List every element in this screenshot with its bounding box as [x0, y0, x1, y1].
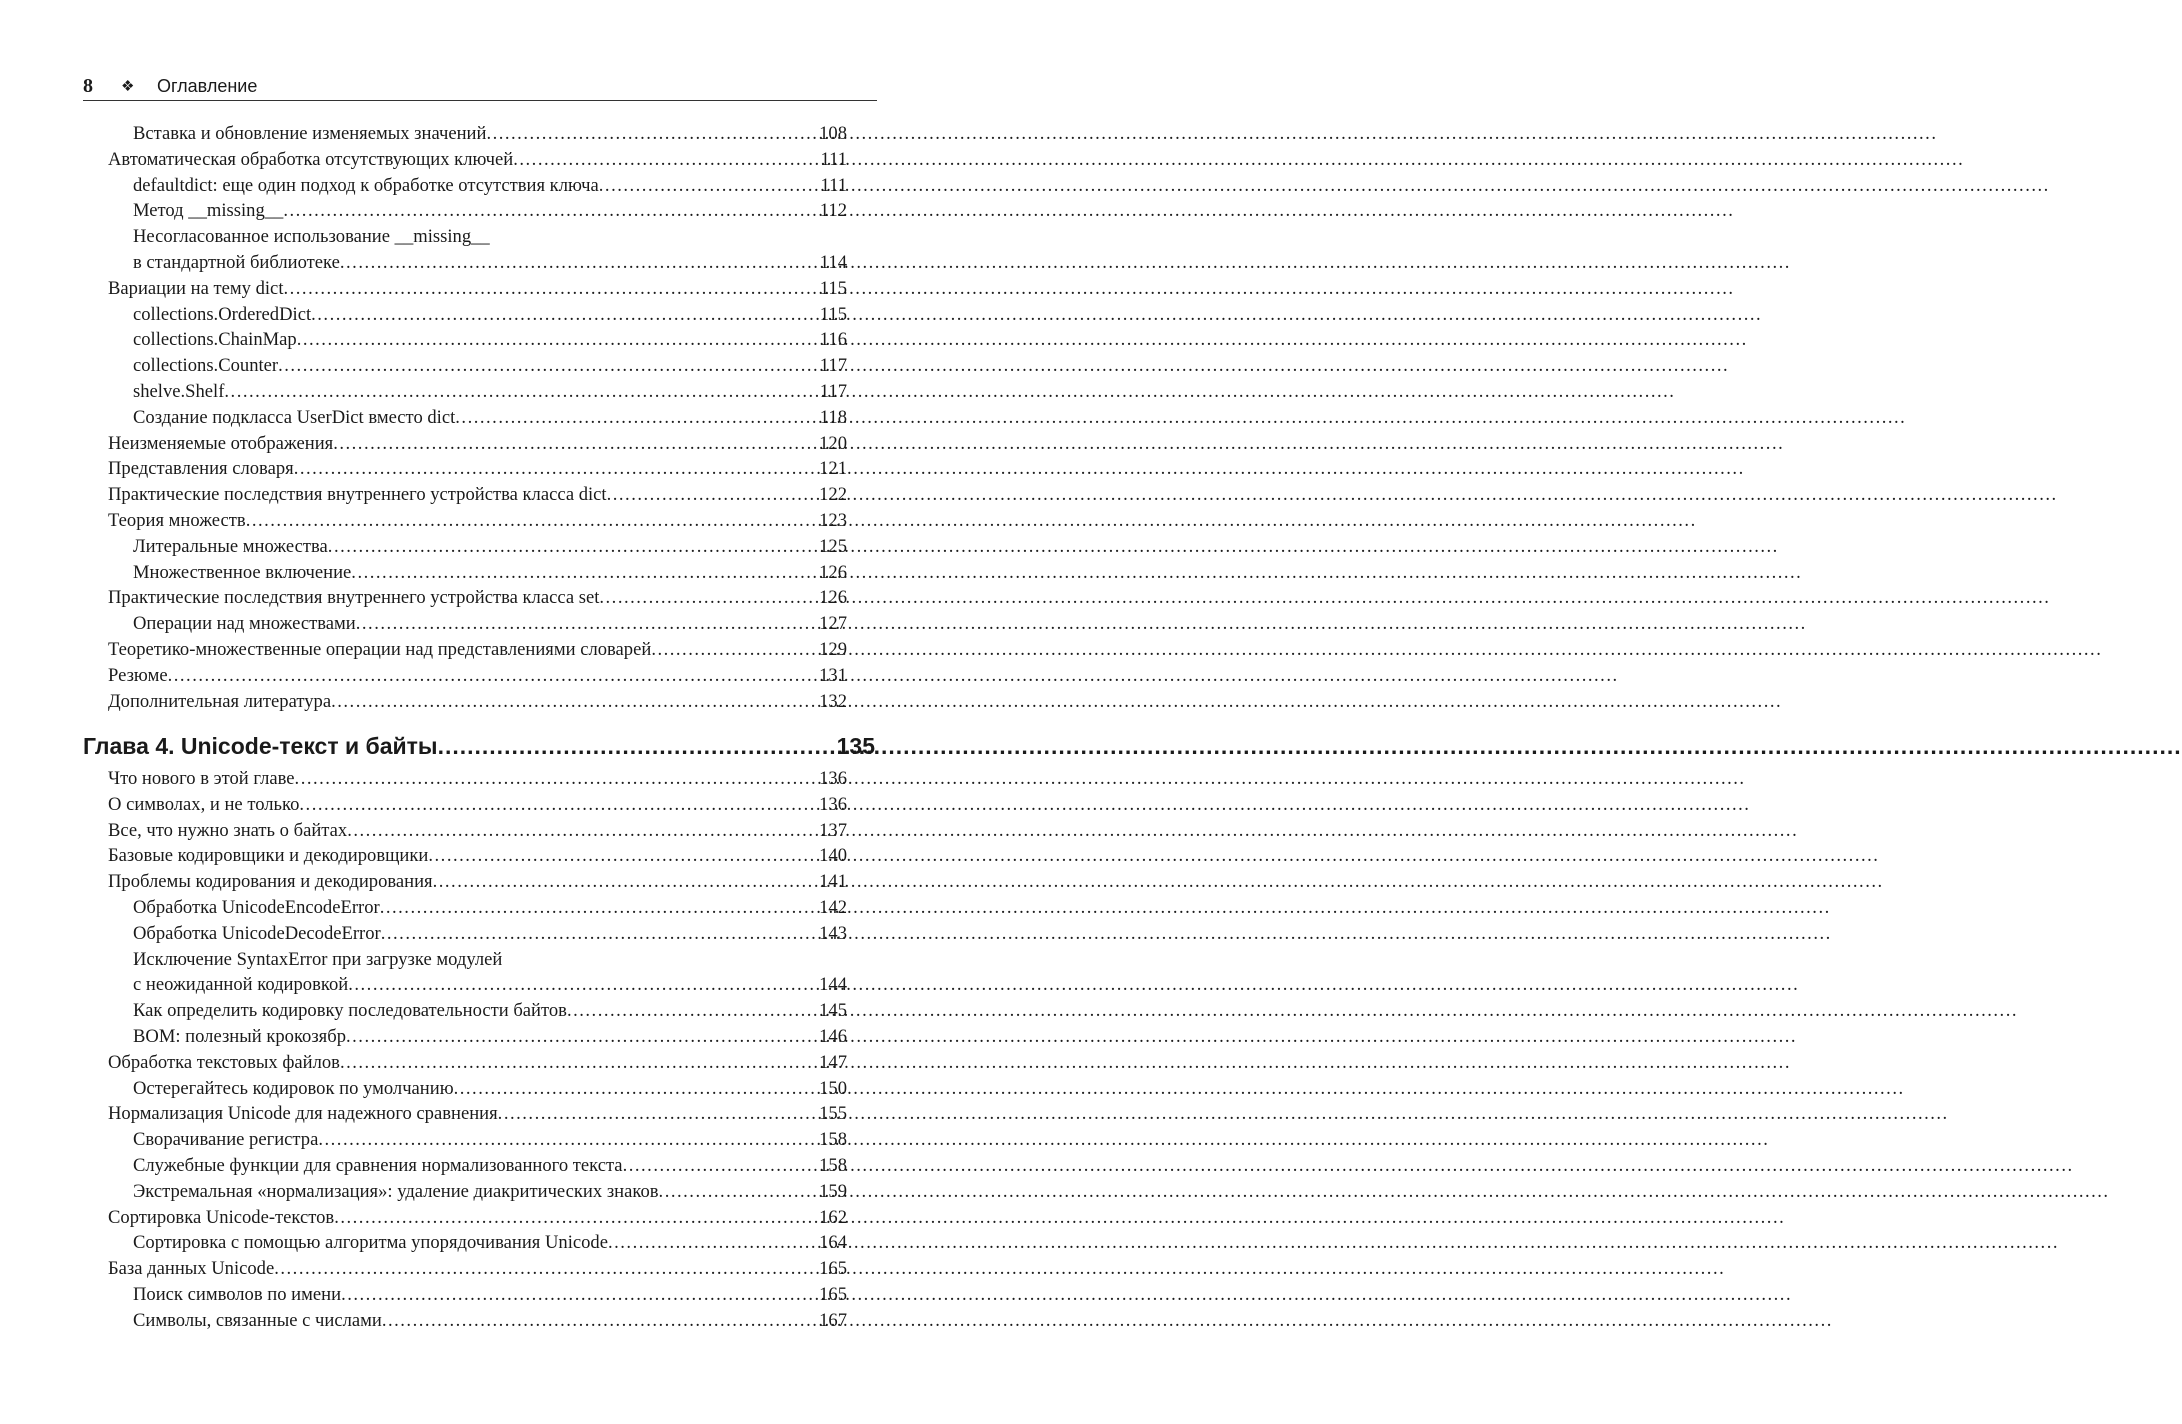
entry-page: 158	[819, 1155, 847, 1176]
entry-page: 137	[819, 819, 847, 841]
dot-leader	[347, 818, 817, 844]
entry-title: Экстремальная «нормализация»: удаление диакритических знаков	[133, 1180, 659, 1202]
entry-page: 126	[819, 561, 847, 583]
entry-page: 162	[819, 1206, 847, 1228]
dot-leader	[454, 1076, 818, 1102]
dot-leader	[455, 405, 818, 431]
ornament-icon: ❖	[121, 78, 135, 95]
entry-page: 143	[819, 922, 847, 944]
entry-title: Сворачивание регистра	[133, 1129, 319, 1151]
entry-title: Символы, связанные с числами	[133, 1309, 382, 1331]
toc-entry[interactable]	[133, 405, 847, 431]
entry-title: Практические последствия внутреннего устройства класса set	[108, 587, 600, 609]
dot-leader	[351, 560, 817, 586]
dot-leader	[340, 1050, 817, 1076]
dot-leader	[498, 1101, 817, 1127]
dot-leader	[599, 173, 819, 199]
toc-entry[interactable]	[108, 276, 847, 302]
toc-entry[interactable]	[133, 1076, 847, 1102]
entry-title: Операции над множествами	[133, 613, 356, 635]
entry-page: 145	[819, 1000, 847, 1022]
entry-page: 129	[819, 639, 847, 660]
entry-title: в стандартной библиотеке	[133, 252, 340, 273]
entry-title: Практические последствия внутреннего устройства класса dict	[108, 484, 607, 506]
entry-title: Остерегайтесь кодировок по умолчанию	[133, 1077, 454, 1099]
entry-page: 108	[819, 123, 847, 144]
entry-title: Обработка UnicodeDecodeError	[133, 922, 381, 944]
toc-entry[interactable]	[108, 869, 847, 895]
entry-page: 146	[819, 1026, 847, 1047]
entry-page: 111	[820, 174, 847, 196]
dot-leader	[348, 972, 817, 998]
entry-title: База данных Unicode	[108, 1258, 275, 1280]
toc-entry[interactable]	[108, 637, 847, 663]
toc-entry[interactable]	[133, 173, 847, 199]
dot-leader	[331, 689, 817, 715]
entry-title: BOM: полезный крокозябр	[133, 1026, 346, 1047]
entry-title: Поиск символов по имени	[133, 1284, 342, 1305]
entry-page: 131	[819, 664, 847, 686]
entry-title: Создание подкласса UserDict вместо dict	[133, 406, 456, 428]
entry-title: Все, что нужно знать о байтах	[108, 819, 348, 841]
entry-title: Служебные функции для сравнения нормализованного текста	[133, 1155, 623, 1176]
toc-entry[interactable]	[133, 534, 847, 560]
entry-page: 136	[819, 793, 847, 815]
entry-title: Обработка UnicodeEncodeError	[133, 897, 380, 918]
toc-entry[interactable]	[133, 998, 847, 1024]
entry-title: Нормализация Unicode для надежного сравнения	[108, 1103, 498, 1125]
toc-entry[interactable]	[108, 456, 847, 482]
toc-entry[interactable]	[133, 1308, 847, 1334]
entry-page: 125	[819, 535, 847, 557]
entry-page: 165	[819, 1284, 847, 1305]
entry-title: Автоматическая обработка отсутствующих ключей	[108, 148, 514, 170]
entry-title: Представления словаря	[108, 458, 294, 480]
running-header	[83, 72, 877, 101]
dot-leader	[246, 508, 817, 534]
entry-page: 117	[819, 355, 847, 377]
entry-page: 111	[820, 148, 847, 170]
dot-leader	[380, 895, 817, 921]
entry-title: Обработка текстовых файлов	[108, 1051, 340, 1073]
entry-page: 142	[819, 897, 847, 918]
toc-entry[interactable]	[133, 1153, 847, 1179]
entry-title: Неизменяемые отображения	[108, 432, 334, 454]
dot-leader	[299, 792, 817, 818]
entry-title: collections.ChainMap	[133, 329, 297, 351]
dot-leader	[168, 663, 818, 689]
entry-page: 167	[819, 1309, 847, 1331]
entry-page: 126	[819, 587, 847, 609]
entry-title: Дополнительная литература	[108, 690, 332, 712]
toc-entry[interactable]	[108, 1050, 847, 1076]
entry-title: shelve.Shelf	[133, 381, 225, 402]
toc-entry[interactable]	[133, 972, 847, 998]
dot-leader	[224, 379, 817, 405]
entry-page: 112	[819, 200, 847, 222]
entry-title: Множественное включение	[133, 561, 352, 583]
entry-page: 116	[819, 329, 847, 351]
toc-entry[interactable]	[133, 327, 847, 353]
entry-page: 165	[819, 1258, 847, 1280]
entry-page: 132	[819, 690, 847, 712]
toc-entry[interactable]	[108, 766, 847, 792]
entry-page: 159	[819, 1180, 847, 1202]
toc-entry[interactable]	[133, 611, 847, 637]
dot-leader	[311, 302, 818, 328]
dot-leader	[651, 637, 817, 663]
dot-leader	[623, 1153, 818, 1179]
toc-entry[interactable]	[108, 689, 847, 715]
toc-entry[interactable]	[108, 1256, 847, 1282]
entry-page: 147	[819, 1051, 847, 1073]
entry-page: 150	[819, 1077, 847, 1099]
entry-page: 144	[819, 974, 847, 996]
toc-entry[interactable]	[108, 482, 847, 508]
entry-title: Теоретико-множественные операции над представлениями словарей	[108, 639, 652, 660]
entry-page: 155	[819, 1103, 847, 1125]
toc-entry[interactable]	[108, 585, 847, 611]
entry-page: 115	[819, 303, 847, 325]
toc-entry[interactable]	[108, 1101, 847, 1127]
entry-page: 117	[819, 381, 847, 402]
dot-leader	[513, 147, 818, 173]
toc-entry[interactable]	[133, 379, 847, 405]
toc-entry[interactable]	[133, 250, 847, 276]
entry-page: 122	[819, 484, 847, 506]
entry-page: 121	[819, 458, 847, 480]
dot-leader	[297, 327, 818, 353]
dot-leader	[340, 250, 818, 276]
dot-leader	[283, 198, 817, 224]
dot-leader	[278, 353, 818, 379]
toc-entry[interactable]	[133, 1282, 847, 1308]
toc-entry[interactable]	[133, 921, 847, 947]
entry-page: 118	[819, 406, 847, 428]
dot-leader	[608, 1230, 817, 1256]
entry-title: Резюме	[108, 664, 168, 686]
entry-title: collections.OrderedDict	[133, 303, 312, 325]
dot-leader	[318, 1127, 817, 1153]
entry-page: 158	[819, 1129, 847, 1151]
entry-page: 141	[819, 871, 847, 893]
dot-leader	[295, 766, 818, 792]
toc-entry[interactable]	[108, 508, 847, 534]
entry-title: Несогласованное использование __missing__	[133, 226, 490, 248]
toc-entry[interactable]	[108, 818, 847, 844]
dot-leader	[283, 276, 817, 302]
entry-title: Теория множеств	[108, 510, 246, 531]
entry-title: О символах, и не только	[108, 793, 300, 815]
entry-title: Сортировка Unicode-текстов	[108, 1206, 335, 1228]
toc-entry[interactable]	[108, 843, 847, 869]
toc-entry[interactable]	[133, 1024, 847, 1050]
dot-leader	[274, 1256, 817, 1282]
dot-leader	[486, 121, 817, 147]
dot-leader	[433, 869, 818, 895]
entry-page: 164	[819, 1232, 847, 1254]
chapter-page: 135	[836, 733, 875, 759]
toc-entry[interactable]	[133, 353, 847, 379]
toc-entry[interactable]	[108, 663, 847, 689]
toc-entry[interactable]	[133, 302, 847, 328]
entry-title: Исключение SyntaxError при загрузке модулей	[133, 948, 503, 970]
entry-title: collections.Counter	[133, 355, 279, 377]
entry-title: Метод __missing__	[133, 200, 284, 222]
entry-title: defaultdict: еще один подход к обработке отсутствия ключа	[133, 174, 599, 196]
dot-leader	[438, 730, 835, 762]
toc-entry[interactable]	[108, 1205, 847, 1231]
toc-entry[interactable]	[133, 895, 847, 921]
dot-leader	[599, 585, 817, 611]
dot-leader	[607, 482, 818, 508]
entry-page: 127	[819, 613, 847, 635]
dot-leader	[346, 1024, 817, 1050]
toc-entry[interactable]	[133, 198, 847, 224]
dot-leader	[334, 1205, 817, 1231]
entry-title: Литеральные множества	[133, 535, 328, 557]
entry-title: с неожиданной кодировкой	[133, 974, 349, 996]
toc-entry[interactable]	[108, 792, 847, 818]
dot-leader	[382, 1308, 817, 1334]
dot-leader	[356, 611, 817, 637]
dot-leader	[381, 921, 817, 947]
running-title: Оглавление	[157, 75, 258, 96]
dot-leader	[567, 998, 817, 1024]
dot-leader	[328, 534, 817, 560]
entry-page: 140	[819, 845, 847, 867]
entry-title: Как определить кодировку последовательности байтов	[133, 1000, 567, 1022]
entry-page: 120	[819, 432, 847, 454]
toc-entry[interactable]	[133, 1127, 847, 1153]
entry-title: Что нового в этой главе	[108, 768, 295, 789]
entry-title: Базовые кодировщики и декодировщики	[108, 845, 429, 867]
toc-entry[interactable]	[133, 1179, 847, 1205]
entry-page: 123	[819, 510, 847, 531]
entry-title: Проблемы кодирования и декодирования	[108, 871, 433, 893]
dot-leader	[294, 456, 817, 482]
toc-entry-first-line[interactable]	[133, 224, 847, 250]
toc-entry[interactable]	[133, 560, 847, 586]
toc-entry[interactable]	[133, 1230, 847, 1256]
dot-leader	[341, 1282, 817, 1308]
entry-page: 136	[819, 768, 847, 789]
toc-entry[interactable]	[108, 147, 847, 173]
toc-entry[interactable]	[108, 431, 847, 457]
chapter-heading[interactable]	[83, 730, 875, 762]
entry-title: Сортировка с помощью алгоритма упорядочивания Unicode	[133, 1232, 608, 1254]
entry-title: Вставка и обновление изменяемых значений	[133, 123, 487, 144]
entry-page: 114	[819, 252, 847, 273]
entry-page: 115	[819, 277, 847, 299]
dot-leader	[659, 1179, 818, 1205]
dot-leader	[428, 843, 817, 869]
chapter-title: Глава 4. Unicode-текст и байты	[83, 733, 438, 759]
toc-entry-first-line[interactable]	[133, 947, 847, 973]
entry-title: Вариации на тему dict	[108, 277, 284, 299]
toc-entry[interactable]	[133, 121, 847, 147]
dot-leader	[333, 431, 817, 457]
page-number: 8	[83, 74, 93, 97]
